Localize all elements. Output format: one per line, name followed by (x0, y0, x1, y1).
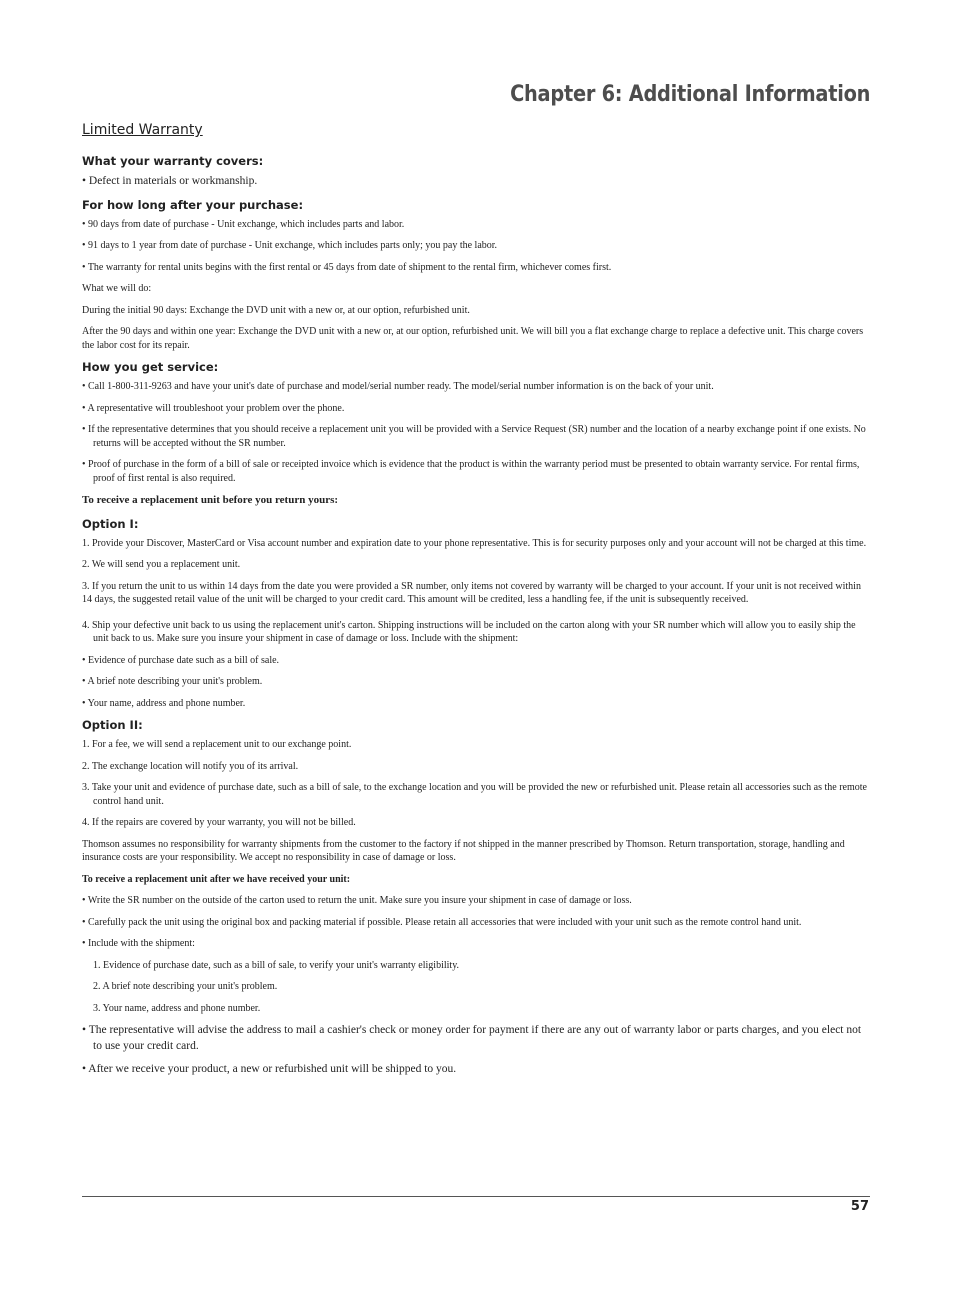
list-item: • Write the SR number on the outside of the carton used to return the unit. Make sure you insure your shipment in case of damage or loss. (82, 895, 632, 906)
list-item: • A representative will troubleshoot your problem over the phone. (82, 402, 345, 414)
sub-list-item: 3. Your name, address and phone number. (93, 1002, 261, 1014)
list-item: 2. The exchange location will notify you of its arrival. (82, 760, 299, 772)
page-number: 57 (850, 1199, 869, 1214)
before-return-heading: To receive a replacement unit before you return yours: (82, 494, 339, 506)
list-item: • Proof of purchase in the form of a bill of sale or receipted invoice which is evidence that the product is within the warranty period must be presented to obtain warranty service. For rental firms, proof of first rental is also required. (82, 459, 860, 484)
what-we-do-heading: What we will do: (82, 283, 152, 294)
list-item: • 91 days to 1 year from date of purchase - Unit exchange, which includes parts only; you pay the labor. (82, 240, 498, 251)
how-long-heading: For how long after your purchase: (82, 197, 304, 212)
covers-item: • Defect in materials or workmanship. (82, 175, 258, 187)
list-item: • Evidence of purchase date such as a bill of sale. (82, 654, 280, 666)
list-item: 2. We will send you a replacement unit. (82, 559, 241, 570)
list-item: 4. If the repairs are covered by your warranty, you will not be billed. (82, 817, 356, 828)
list-item: • Include with the shipment: (82, 938, 195, 949)
list-item: • 90 days from date of purchase - Unit exchange, which includes parts and labor. (82, 218, 405, 230)
paragraph: After the 90 days and within one year: Exchange the DVD unit with a new or, at our option, refurbished unit. We will bill you a flat exchange charge to replace a defective unit. This charge covers the labor cost for its repair. (82, 326, 864, 351)
list-item: • A brief note describing your unit's problem. (82, 676, 263, 687)
list-item: 3. If you return the unit to us within 14 days from the date you were provided a SR number, only items not covered by warranty will be charged to your account. If your unit is not received within 14 days, the suggested retail value of the unit will be charged to your credit card. This amount will be credited, less a handling fee, if the unit is subsequently received. (82, 580, 861, 605)
sub-list-item: 1. Evidence of purchase date, such as a bill of sale, to verify your unit's warranty eligibility. (93, 959, 460, 971)
list-item: • The warranty for rental units begins with the first rental or 45 days from date of shipment to the rental firm, whichever comes first. (82, 261, 612, 273)
section-title: Limited Warranty (82, 122, 203, 138)
list-item: • If the representative determines that you should receive a replacement unit you will be provided with a Service Request (SR) number and the location of a nearby exchange point if one exists. No returns will be accepted without the SR number. (82, 424, 866, 449)
disclaimer-paragraph: Thomson assumes no responsibility for warranty shipments from the customer to the factory if not shipped in the manner prescribed by Thomson. Return transportation, storage, handling and insurance costs are your responsibility. We accept no responsibility in case of damage or loss. (82, 838, 845, 863)
list-item: 4. Ship your defective unit back to us using the replacement unit's carton. Shipping instructions will be included on the carton along with your SR number which will allow you to easily ship the unit back to us. Make sure you insure your shipment in case of damage or loss. Include with the shipment: (82, 619, 856, 644)
list-item: • After we receive your product, a new or refurbished unit will be shipped to you. (82, 1063, 457, 1075)
list-item: 1. For a fee, we will send a replacement unit to our exchange point. (82, 739, 352, 750)
paragraph: During the initial 90 days: Exchange the DVD unit with a new or, at our option, refurbished unit. (82, 304, 470, 316)
list-item: 3. Take your unit and evidence of purchase date, such as a bill of sale, to the exchange location and you will be provided the new or refurbished unit. Please retain all accessories such as the remote control hand unit. (82, 782, 867, 807)
after-receive-heading: To receive a replacement unit after we have received your unit: (82, 873, 351, 885)
list-item: • Call 1-800-311-9263 and have your unit's date of purchase and model/serial number ready. The model/serial number information is on the back of your unit. (82, 381, 714, 392)
option1-heading: Option I: (82, 516, 139, 531)
covers-heading: What your warranty covers: (82, 154, 264, 168)
warranty-content (82, 154, 870, 1086)
list-item: 1. Provide your Discover, MasterCard or Visa account number and expiration date to your phone representative. This is for security purposes only and your account will not be charged at this time. (82, 537, 867, 549)
footer-rule (82, 1196, 870, 1197)
get-service-heading: How you get service: (82, 360, 219, 374)
list-item: • Your name, address and phone number. (82, 697, 246, 709)
sub-list-item: 2. A brief note describing your unit's problem. (93, 981, 278, 992)
chapter-title: Chapter 6: Additional Information (509, 82, 870, 107)
list-item: • The representative will advise the address to mail a cashier's check or money order for payment if there are any out of warranty labor or parts charges, and you elect not to use your credit card. (82, 1024, 862, 1052)
list-item: • Carefully pack the unit using the original box and packing material if possible. Please retain all accessories that were included with your unit such as the remote control hand unit. (82, 916, 802, 928)
option2-heading: Option II: (82, 718, 143, 732)
